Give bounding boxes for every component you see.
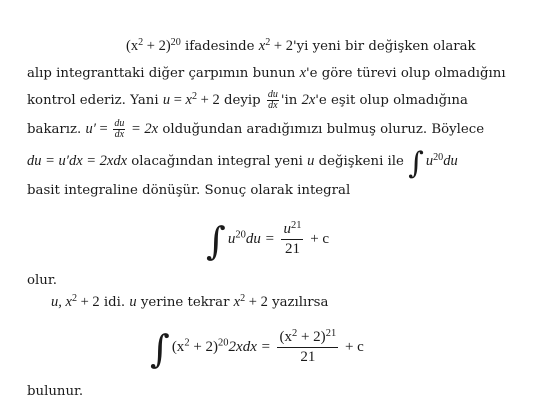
math-expr: u′ = <box>85 121 112 137</box>
math-expr: 2x <box>301 92 316 108</box>
math-expr: $x^2 + 2$ <box>258 36 293 54</box>
text: olduğundan aradığımızı bulmuş oluruz. Böylece <box>158 122 485 137</box>
text: basit integraline dönüşür. Sonuç olarak integral <box>27 183 351 198</box>
text: 'yi yeni bir değişken olarak <box>292 39 476 54</box>
text: olacağından integral yeni <box>127 154 308 169</box>
paragraph-line-2 <box>27 64 521 83</box>
math-expr: $(x^2 + 2)^{20}$ <box>126 36 181 54</box>
text: bakarız. <box>27 122 86 137</box>
fraction: $\frac{u^{21}}{21}$ <box>283 219 302 257</box>
math-var: x <box>299 65 307 81</box>
paragraph-line-1 <box>126 37 521 56</box>
text: yazılırsa <box>267 295 329 310</box>
fraction-du-dx: $\frac{du}{dx}$ <box>267 89 278 111</box>
paragraph-line-6 <box>27 182 521 200</box>
paragraph-line-7 <box>27 272 521 290</box>
math-expr: = 2x <box>127 121 159 137</box>
fraction-du-dx: $\frac{du}{dx}$ <box>114 118 125 140</box>
text: idi. <box>99 295 130 310</box>
text: alıp integranttaki diğer çarpımın bunun <box>27 66 300 81</box>
text: ifadesinde <box>180 39 259 54</box>
math-var: u <box>307 153 315 169</box>
text: deyip <box>219 93 265 108</box>
paragraph-line-8 <box>51 293 521 312</box>
math-expr: du = u′dx = 2xdx <box>27 153 128 169</box>
text: yerine tekrar <box>136 295 234 310</box>
display-equation-1: ∫ $u^{20}du$ = $\frac{u^{21}}{21}$ + c <box>206 218 330 263</box>
paragraph-line-5 <box>27 146 521 181</box>
integral-sign: ∫ <box>408 146 424 181</box>
text: olur. <box>27 273 57 288</box>
display-equation-2: ∫ $(x^2 + 2)^{20}2xdx$ = $\frac{(x^2 + 2)^{21}}{21}$ + c <box>150 326 364 371</box>
integral-sign: ∫ <box>206 218 226 263</box>
integral-sign: ∫ <box>150 326 170 371</box>
paragraph-line-3 <box>27 90 521 111</box>
math-expr: $u = x^2 + 2$ <box>162 90 220 108</box>
text: 'e göre türevi olup olmadığını <box>306 66 506 81</box>
math-expr: $u^{20}du$ <box>425 151 458 169</box>
text: 'in <box>280 93 302 108</box>
math-expr: $x^2 + 2$ <box>233 292 268 310</box>
text: kontrol ederiz. Yani <box>27 93 163 108</box>
paragraph-line-9 <box>27 383 521 401</box>
paragraph-line-4 <box>27 119 521 140</box>
math-expr: u, $x^2 + 2$ <box>51 292 100 310</box>
fraction: $\frac{(x^2 + 2)^{21}}{21}$ <box>279 327 337 365</box>
text: 'e eşit olup olmadığına <box>315 93 468 108</box>
text: bulunur. <box>27 384 84 399</box>
text: değişkeni ile <box>314 154 409 169</box>
math-var: u <box>129 294 137 310</box>
